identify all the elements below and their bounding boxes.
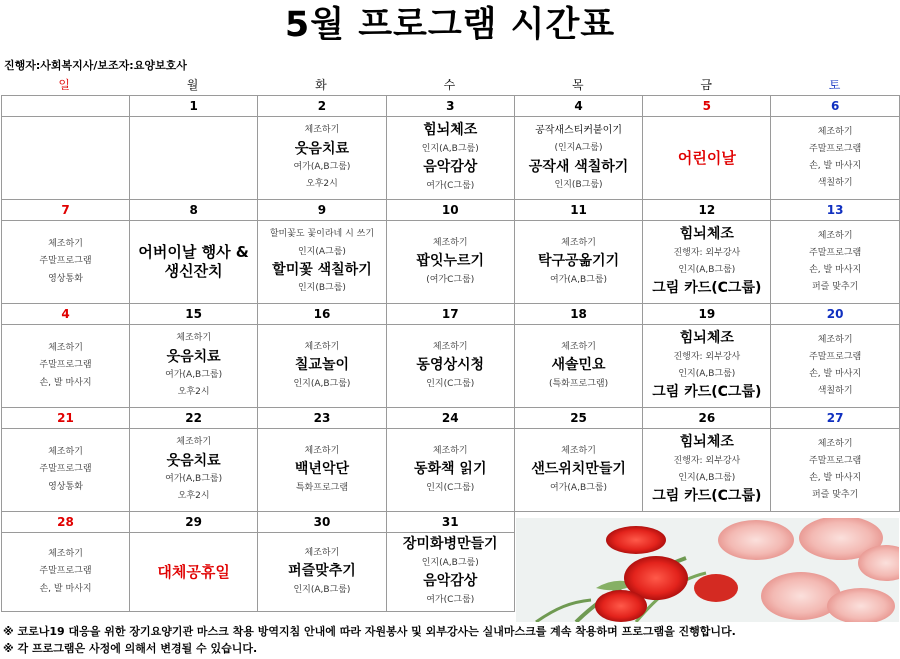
- program-detail: 손, 발 마사지: [809, 161, 862, 171]
- program-row: [2, 221, 900, 304]
- program-detail: 체조하기: [432, 342, 468, 352]
- program-title: 할미꽃 색칠하기: [272, 261, 372, 278]
- program-row: [2, 325, 900, 408]
- program-detail: 공작새스티커붙이기: [535, 124, 623, 136]
- program-detail: 오후2시: [306, 179, 338, 190]
- day-cell: [386, 325, 514, 408]
- day-cell: [130, 429, 258, 512]
- program-detail: 주말프로그램: [39, 256, 92, 267]
- weekday-wed: 수: [443, 78, 456, 92]
- program-detail: 체조하기: [304, 125, 340, 136]
- day-cell: [514, 117, 642, 200]
- notes: [0, 623, 900, 657]
- program-detail: 영상통화: [48, 481, 83, 492]
- date-number: 5: [643, 96, 771, 117]
- program-detail: 손, 발 마사지: [809, 369, 862, 379]
- carnation-photo: [516, 518, 899, 622]
- date-number: 30: [258, 512, 386, 533]
- date-number: 28: [2, 512, 130, 533]
- day-cell: [386, 221, 514, 304]
- program-detail: 체조하기: [817, 126, 853, 137]
- day-cell: [130, 325, 258, 408]
- day-cell: [771, 325, 899, 408]
- day-cell: [2, 533, 130, 612]
- program-detail: 여가(C그룹): [426, 180, 475, 191]
- day-cell: [771, 117, 899, 200]
- program-detail: 주말프로그램: [809, 247, 862, 258]
- program-detail: 오후2시: [177, 387, 210, 398]
- program-detail: 퍼즐 맞추기: [811, 490, 859, 501]
- program-detail: (특화프로그램): [548, 378, 609, 389]
- program-title: 음악감상: [423, 573, 478, 589]
- program-detail: 인지(A,B그룹): [678, 369, 736, 379]
- program-detail: 손, 발 마사지: [39, 583, 92, 594]
- program-title: 장미화병만들기: [402, 536, 498, 553]
- program-detail: 여가(C그룹): [426, 594, 475, 605]
- program-detail: 주말프로그램: [39, 566, 92, 577]
- program-detail: 할미꽃도 꽃이라네 시 쓰기: [269, 229, 375, 240]
- program-detail: 주말프로그램: [809, 455, 862, 466]
- date-number: 25: [514, 408, 642, 429]
- program-title: 백년악단: [294, 461, 349, 478]
- program-detail: 체조하기: [561, 238, 596, 248]
- program-detail: 여가(A,B그룹): [550, 482, 608, 493]
- date-number: 13: [771, 200, 899, 221]
- program-detail: 체조하기: [561, 446, 596, 456]
- program-title: 웃음치료: [166, 348, 221, 365]
- program-detail: 인지(C그룹): [426, 482, 475, 493]
- program-detail: 진행자: 외부강사: [673, 351, 741, 362]
- day-cell: [771, 221, 899, 304]
- program-title: 공작새 색칠하기: [528, 158, 629, 175]
- program-detail: 체조하기: [176, 437, 212, 448]
- day-cell: [258, 429, 386, 512]
- program-detail: 손, 발 마사지: [809, 473, 862, 483]
- date-number: 26: [643, 408, 771, 429]
- day-cell: [2, 221, 130, 304]
- weekday-tue: 화: [315, 78, 327, 92]
- date-row: [2, 304, 900, 325]
- date-number: 29: [130, 512, 258, 533]
- program-detail: 퍼즐 맞추기: [811, 282, 859, 293]
- day-cell: [514, 429, 642, 512]
- day-cell: [643, 117, 771, 200]
- program-detail: 손, 발 마사지: [39, 377, 92, 388]
- program-detail: 주말프로그램: [39, 464, 92, 475]
- date-row: [2, 200, 900, 221]
- day-cell: [386, 429, 514, 512]
- program-detail: 체조하기: [304, 342, 340, 352]
- program-detail: 체조하기: [817, 230, 853, 241]
- weekday-sun: 일: [58, 78, 70, 92]
- date-number: 6: [771, 96, 899, 117]
- program-detail: 체조하기: [817, 334, 853, 345]
- date-number: [2, 96, 130, 117]
- date-number: 17: [386, 304, 514, 325]
- day-cell: [514, 325, 642, 408]
- day-cell: [643, 221, 771, 304]
- day-cell: [771, 429, 899, 512]
- weekday-mon: 월: [186, 78, 199, 92]
- program-detail: 체조하기: [48, 447, 83, 458]
- date-number: 31: [386, 512, 514, 533]
- program-detail: 인지(A,B그룹): [293, 584, 351, 595]
- program-detail: 체조하기: [48, 239, 83, 250]
- program-detail: 색칠하기: [817, 386, 853, 397]
- day-cell: [130, 533, 258, 612]
- program-detail: 인지(A,B그룹): [678, 473, 736, 483]
- program-detail: 주말프로그램: [809, 143, 862, 154]
- date-row: [2, 96, 900, 117]
- date-number: 9: [258, 200, 386, 221]
- program-detail: 특화프로그램: [295, 482, 349, 493]
- date-number: 12: [643, 200, 771, 221]
- date-number: 20: [771, 304, 899, 325]
- day-cell: [643, 429, 771, 512]
- program-title: 웃음치료: [294, 140, 349, 157]
- program-detail: (여가C그룹): [426, 274, 475, 285]
- program-detail: 체조하기: [561, 342, 596, 352]
- date-number: 10: [386, 200, 514, 221]
- program-title: 생신잔치: [164, 262, 223, 280]
- program-detail: 인지(A,B그룹): [421, 143, 479, 154]
- date-number: 11: [514, 200, 642, 221]
- date-number: 4: [2, 304, 130, 325]
- date-number: 1: [130, 96, 258, 117]
- program-title: 어버이날 행사 &: [138, 243, 249, 262]
- holiday-label: 대체공휴일: [157, 562, 230, 581]
- day-cell: [258, 533, 386, 612]
- program-title: 칠교놀이: [294, 357, 349, 374]
- date-number: 23: [258, 408, 386, 429]
- program-detail: 여가(A,B그룹): [293, 162, 351, 173]
- program-detail: 체조하기: [304, 446, 340, 456]
- day-cell: [258, 221, 386, 304]
- day-cell: [643, 325, 771, 408]
- date-number: 16: [258, 304, 386, 325]
- weekday-sat: 토: [828, 78, 841, 92]
- program-title: 힘뇌체조: [679, 330, 734, 347]
- note-line: ※ 각 프로그램은 사정에 의해서 변경될 수 있습니다.: [3, 642, 258, 655]
- day-cell: [258, 117, 386, 200]
- program-detail: 주말프로그램: [39, 360, 92, 371]
- page-title: 5월 프로그램 시간표: [284, 5, 616, 45]
- date-number: 22: [130, 408, 258, 429]
- program-title: 퍼즐맞추기: [288, 563, 356, 580]
- date-row: [2, 408, 900, 429]
- day-cell: [130, 221, 258, 304]
- day-cell: [2, 117, 130, 200]
- program-detail: 체조하기: [48, 549, 83, 560]
- program-detail: 진행자: 외부강사: [673, 455, 741, 466]
- program-detail: 인지(A,B그룹): [678, 265, 736, 275]
- program-title: 그림 카드(C그룹): [652, 384, 762, 401]
- program-title: 웃음치료: [166, 452, 221, 469]
- program-row: [2, 117, 900, 200]
- program-detail: 체조하기: [432, 446, 468, 456]
- program-title: 팝잇누르기: [416, 253, 485, 270]
- program-detail: 체조하기: [48, 343, 83, 354]
- date-number: 2: [258, 96, 386, 117]
- date-number: 3: [386, 96, 514, 117]
- staff-info: 진행자:사회복지사/보조자:요양보호사: [4, 59, 187, 72]
- day-cell: [258, 325, 386, 408]
- date-number: 24: [386, 408, 514, 429]
- day-cell: [514, 221, 642, 304]
- program-detail: 인지(B그룹): [297, 283, 346, 294]
- program-detail: 체조하기: [432, 238, 468, 248]
- program-detail: 인지(B그룹): [554, 180, 603, 190]
- day-cell: [386, 117, 514, 200]
- program-title: 음악감상: [423, 159, 478, 175]
- day-cell: [2, 429, 130, 512]
- date-number: 27: [771, 408, 899, 429]
- day-cell: [130, 117, 258, 200]
- program-detail: 주말프로그램: [809, 351, 862, 362]
- carnation-image: [516, 518, 899, 622]
- program-detail: 체조하기: [817, 438, 853, 449]
- date-number: 18: [514, 304, 642, 325]
- program-title: 힘뇌체조: [679, 434, 734, 451]
- program-detail: 손, 발 마사지: [809, 265, 862, 275]
- program-title: 그림 카드(C그룹): [652, 488, 762, 505]
- date-number: 19: [643, 304, 771, 325]
- program-detail: 색칠하기: [817, 178, 853, 189]
- program-detail: (인지A그룹): [554, 143, 603, 154]
- date-number: 4: [514, 96, 642, 117]
- program-detail: 오후2시: [177, 491, 210, 502]
- program-detail: 여가(A,B그룹): [550, 274, 608, 285]
- program-title: 힘뇌체조: [423, 122, 478, 139]
- day-cell: [2, 325, 130, 408]
- day-cell: [386, 533, 514, 612]
- program-title: 그림 카드(C그룹): [652, 280, 762, 297]
- date-number: 8: [130, 200, 258, 221]
- weekday-header: [0, 75, 900, 95]
- program-title: 새솔민요: [551, 357, 606, 374]
- program-detail: 인지(C그룹): [426, 378, 475, 389]
- date-number: 21: [2, 408, 130, 429]
- program-detail: 여가(A,B그룹): [165, 370, 223, 381]
- note-line: ※ 코로나19 대응을 위한 장기요양기관 마스크 착용 방역지침 안내에 따라 자원봉사 및 외부강사는 실내마스크를 계속 착용하며 프로그램을 진행합니다.: [3, 625, 736, 638]
- holiday-label: 어린이날: [677, 148, 736, 167]
- weekday-fri: 금: [700, 78, 712, 92]
- program-detail: 영상통화: [48, 273, 83, 284]
- program-detail: 진행자: 외부강사: [673, 247, 741, 258]
- program-detail: 체조하기: [176, 333, 212, 344]
- date-number: 15: [130, 304, 258, 325]
- weekday-thu: 목: [571, 78, 584, 92]
- program-title: 샌드위치만들기: [531, 461, 626, 478]
- program-title: 동영상시청: [416, 357, 485, 374]
- program-detail: 체조하기: [304, 548, 340, 558]
- program-detail: 인지(A그룹): [297, 246, 346, 257]
- program-detail: 여가(A,B그룹): [165, 474, 223, 485]
- program-title: 탁구공옮기기: [537, 253, 620, 270]
- program-row: [2, 429, 900, 512]
- date-number: 7: [2, 200, 130, 221]
- program-detail: 인지(A,B그룹): [293, 378, 351, 389]
- program-detail: 인지(A,B그룹): [421, 557, 479, 568]
- program-title: 동화책 읽기: [413, 461, 487, 478]
- program-title: 힘뇌체조: [679, 226, 734, 243]
